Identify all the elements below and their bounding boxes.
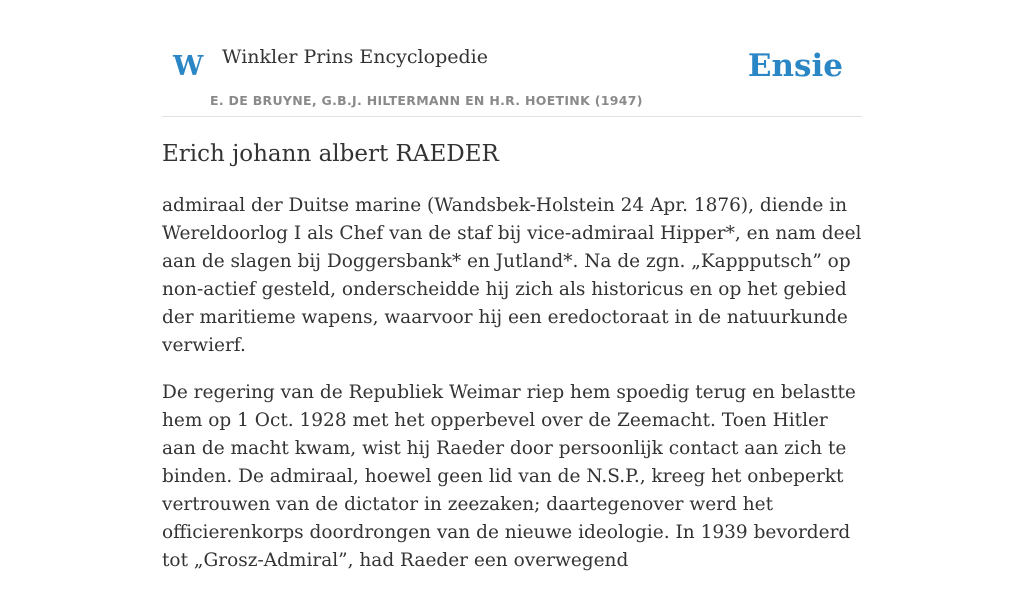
article-title: Erich johann albert RAEDER [162,141,499,167]
source-title[interactable]: Winkler Prins Encyclopedie [222,46,488,68]
article-body [162,192,862,594]
article-paragraph: admiraal der Duitse marine (Wandsbek-Holstein 24 Apr. 1876), diende in Wereldoorlog I als Chef van de staf bij vice-admiraal Hipper*, en nam deel aan de slagen bij Doggersbank* en Jutland*. Na de zgn. „Kappputsch” op non-actief gesteld, onderscheidde hij zich als historicus en op het gebied der maritieme wapens, waarvoor hij een eredoctoraat in de natuurkunde verwierf. [162,195,862,356]
source-logo: W [173,51,204,82]
source-header [162,38,862,117]
brand-logo[interactable]: Ensie [747,48,843,84]
article-paragraph: De regering van de Republiek Weimar riep hem spoedig terug en belastte hem op 1 Oct. 1928 met het opperbevel over de Zeemacht. Toen Hitler aan de macht kwam, wist hij Raeder door persoonlijk contact aan zich te binden. De admiraal, hoewel geen lid van de N.S.P., kreeg het onbeperkt vertrouwen van de dictator in zeezaken; daartegenover werd het officierenkorps doordrongen van de nieuwe ideologie. In 1939 bevorderd tot „Grosz-Admiral”, had Raeder een overwegend [162,382,856,571]
source-authors: E. DE BRUYNE, G.B.J. HILTERMANN EN H.R. HOETINK (1947) [210,93,643,108]
